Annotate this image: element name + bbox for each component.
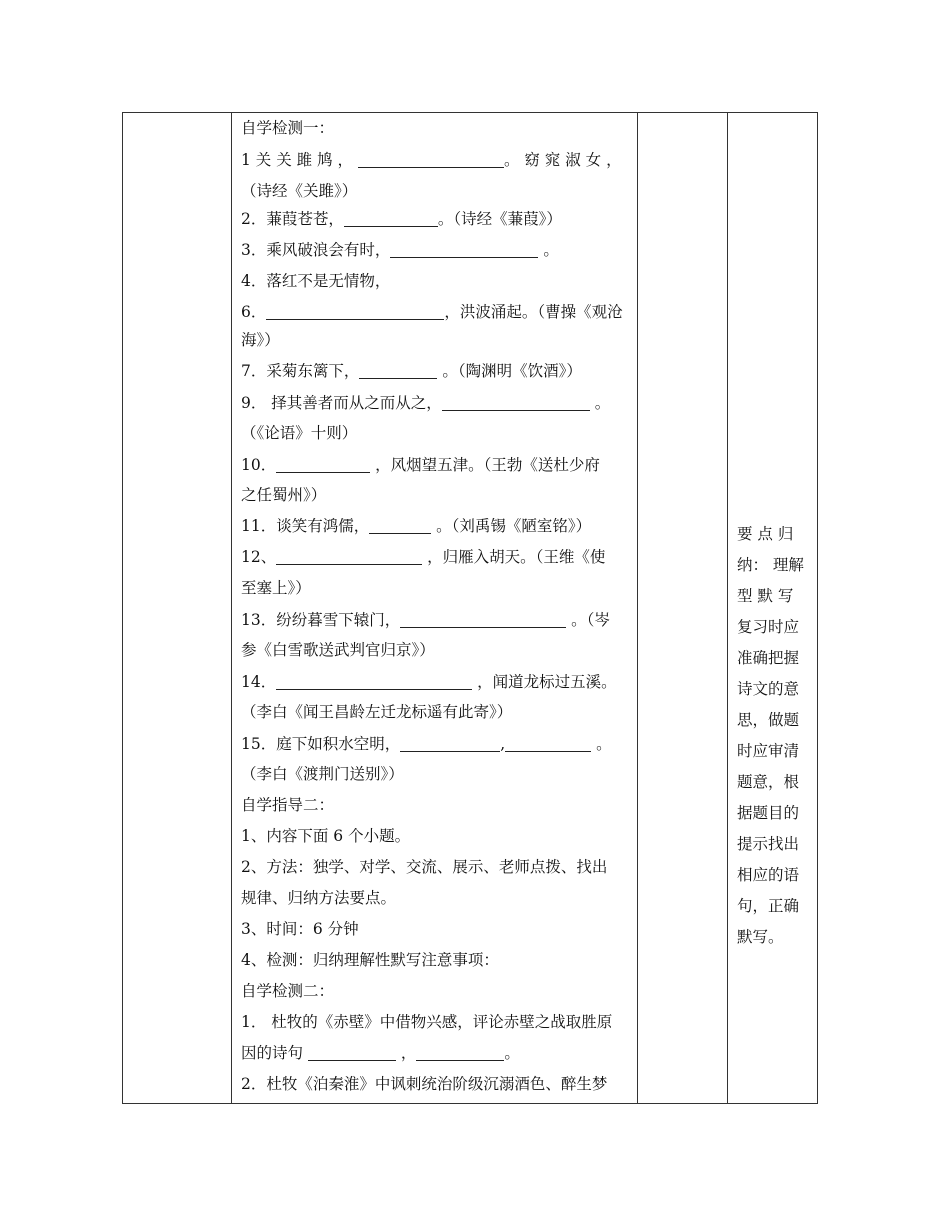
note-line: 据题目的 <box>737 804 800 822</box>
guide-item: 2、方法：独学、对学、交流、展示、老师点拨、找出 <box>241 858 608 876</box>
column-divider <box>637 113 638 1103</box>
question-12: 12、 ，归雁入胡天。（王维《使 <box>241 548 606 566</box>
note-line: 句，正确 <box>737 897 800 915</box>
question-14-source: （李白《闻王昌龄左迁龙标遥有此寄》） <box>241 703 513 721</box>
check-question-1-cont: 因的诗句 ， 。 <box>241 1044 520 1062</box>
note-line: 思，做题 <box>737 711 800 729</box>
note-line: 型 默 写 <box>737 587 794 605</box>
answer-blank[interactable] <box>390 241 538 258</box>
check-question-1: 1． 杜牧的《赤壁》中借物兴感，评论赤壁之战取胜原 <box>241 1013 613 1031</box>
answer-blank[interactable] <box>416 1044 504 1061</box>
note-line: 纳： 理解 <box>737 556 804 574</box>
section-heading: 自学检测一： <box>241 119 335 137</box>
answer-blank[interactable] <box>505 735 591 752</box>
answer-blank[interactable] <box>358 151 504 168</box>
guide-item-cont: 规律、归纳方法要点。 <box>241 889 397 907</box>
note-line: 题意，根 <box>737 773 800 791</box>
check-question-2: 2．杜牧《泊秦淮》中讽刺统治阶级沉溺酒色、醉生梦 <box>241 1075 608 1093</box>
note-line: 时应审清 <box>737 742 800 760</box>
answer-blank[interactable] <box>266 303 444 320</box>
question-15-source: （李白《渡荆门送别》） <box>241 765 404 783</box>
guide-item: 1、内容下面 6 个小题。 <box>241 827 411 845</box>
question-2: 2．蒹葭苍苍， 。（诗经《蒹葭》） <box>241 210 562 228</box>
answer-blank[interactable] <box>400 735 500 752</box>
guide-item: 4、检测：归纳理解性默写注意事项： <box>241 951 499 969</box>
lesson-table <box>122 112 818 1104</box>
answer-blank[interactable] <box>359 362 437 379</box>
notes-column <box>727 113 819 1103</box>
answer-blank[interactable] <box>442 394 590 411</box>
answer-blank[interactable] <box>308 1044 396 1061</box>
question-1: 1 关 关 雎 鸠 ， 。 窈 窕 淑 女 ， <box>241 151 622 169</box>
answer-blank[interactable] <box>276 673 472 690</box>
question-13: 13．纷纷暮雪下辕门， 。（岑 <box>241 611 610 629</box>
guide-item: 3、时间：6 分钟 <box>241 920 359 938</box>
main-content-column <box>231 113 637 1103</box>
note-line: 默写。 <box>737 928 784 946</box>
note-line: 准确把握 <box>737 649 800 667</box>
question-10: 10． ，风烟望五津。（王勃《送杜少府 <box>241 456 600 474</box>
answer-blank[interactable] <box>369 517 431 534</box>
question-4: 4．落红不是无情物， <box>241 272 391 290</box>
question-6-cont: 海》） <box>241 331 280 349</box>
question-12-cont: 至塞上》） <box>241 579 311 597</box>
answer-blank[interactable] <box>276 548 422 565</box>
question-7: 7．采菊东篱下， 。（陶渊明《饮酒》） <box>241 362 582 380</box>
question-9: 9． 择其善者而从之而从之， 。 <box>241 394 611 412</box>
note-line: 诗文的意 <box>737 680 800 698</box>
question-1-source: （诗经《关雎》） <box>241 182 358 200</box>
section-heading: 自学检测二： <box>241 982 335 1000</box>
question-14: 14． ，闻道龙标过五溪。 <box>241 673 617 691</box>
question-3: 3．乘风破浪会有时， 。 <box>241 241 559 259</box>
section-heading: 自学指导二： <box>241 796 335 814</box>
question-11: 11．谈笑有鸿儒， 。（刘禹锡《陋室铭》） <box>241 517 592 535</box>
note-line: 复习时应 <box>737 618 800 636</box>
answer-blank[interactable] <box>400 611 566 628</box>
question-6: 6． ，洪波涌起。（曹操《观沧 <box>241 303 623 321</box>
question-13-cont: 参《白雪歌送武判官归京》） <box>241 641 435 659</box>
note-line: 要 点 归 <box>737 525 794 543</box>
answer-blank[interactable] <box>276 456 370 473</box>
question-10-cont: 之任蜀州》） <box>241 486 327 504</box>
note-line: 提示找出 <box>737 835 800 853</box>
question-15: 15．庭下如积水空明， , 。 <box>241 735 612 753</box>
answer-blank[interactable] <box>344 210 438 227</box>
note-line: 相应的语 <box>737 866 800 884</box>
question-9-source: （《论语》十则） <box>241 424 358 442</box>
